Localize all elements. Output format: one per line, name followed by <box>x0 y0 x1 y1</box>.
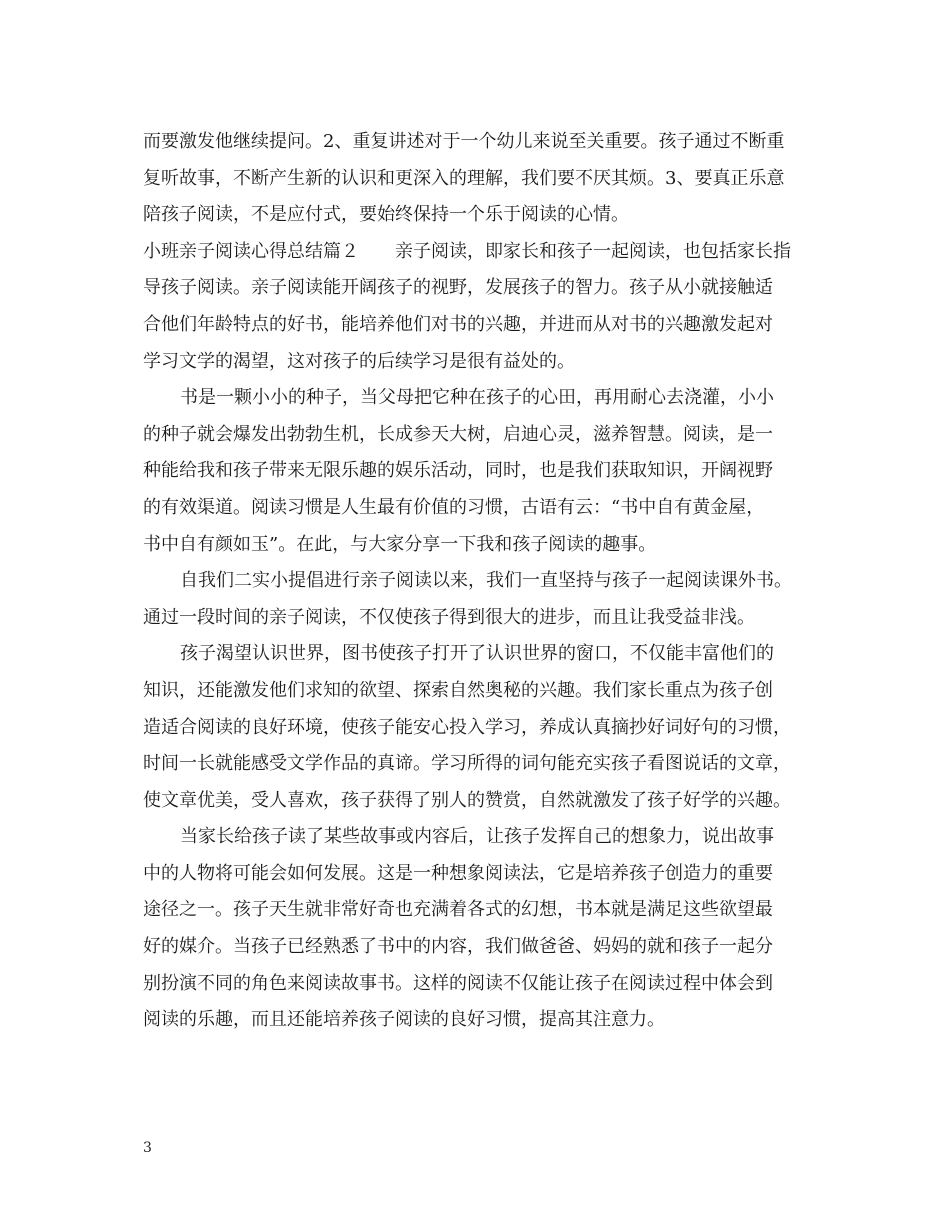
paragraph-line: 种能给我和孩子带来无限乐趣的娱乐活动，同时，也是我们获取知识，开阔视野 <box>143 460 773 482</box>
section-heading-continuation: 亲子阅读，即家长和孩子一起阅读，也包括家长指 <box>395 240 791 262</box>
paragraph-line: 书是一颗小小的种子，当父母把它种在孩子的心田，再用耐心去浇灌，小小 <box>180 387 774 409</box>
page-number: 3 <box>143 1140 152 1156</box>
paragraph-line: 陪孩子阅读，不是应付式，要始终保持一个乐于阅读的心情。 <box>143 204 629 226</box>
paragraph-line: 别扮演不同的角色来阅读故事书。这样的阅读不仅能让孩子在阅读过程中体会到 <box>143 972 773 994</box>
section-heading: 小班亲子阅读心得总结篇２ <box>143 240 359 262</box>
document-body <box>143 124 823 1039</box>
paragraph-line: 合他们年龄特点的好书，能培养他们对书的兴趣，并进而从对书的兴趣激发起对 <box>143 313 773 335</box>
paragraph-line: 而要激发他继续提问。2、重复讲述对于一个幼儿来说至关重要。孩子通过不断重 <box>143 131 785 152</box>
paragraph-line: 阅读的乐趣，而且还能培养孩子阅读的良好习惯，提高其注意力。 <box>143 1009 665 1031</box>
paragraph-line: 孩子渴望认识世界，图书使孩子打开了认识世界的窗口，不仅能丰富他们的 <box>180 643 774 665</box>
paragraph-line: 途径之一。孩子天生就非常好奇也充满着各式的幻想，书本就是满足这些欲望最 <box>143 899 773 921</box>
paragraph-line: 好的媒介。当孩子已经熟悉了书中的内容，我们做爸爸、妈妈的就和孩子一起分 <box>143 936 773 958</box>
paragraph-line: 中的人物将可能会如何发展。这是一种想象阅读法，它是培养孩子创造力的重要 <box>143 862 773 884</box>
section-heading-line <box>143 234 823 271</box>
paragraph-line: 的有效渠道。阅读习惯是人生最有价值的习惯，古语有云：“书中自有黄金屋， <box>143 496 765 518</box>
paragraph-line: 造适合阅读的良好环境，使孩子能安心投入学习，养成认真摘抄好词好句的习惯， <box>143 716 791 738</box>
paragraph-line: 书中自有颜如玉”。在此，与大家分享一下我和孩子阅读的趣事。 <box>143 533 657 555</box>
paragraph-line: 自我们二实小提倡进行亲子阅读以来，我们一直坚持与孩子一起阅读课外书。 <box>180 570 792 592</box>
paragraph-line: 当家长给孩子读了某些故事或内容后，让孩子发挥自己的想象力，说出故事 <box>180 826 774 848</box>
paragraph-line: 复听故事，不断产生新的认识和更深入的理解，我们要不厌其烦。3、要真正乐意 <box>143 167 785 189</box>
paragraph-line: 知识，还能激发他们求知的欲望、探索自然奥秘的兴趣。我们家长重点为孩子创 <box>143 679 773 701</box>
paragraph-line: 导孩子阅读。亲子阅读能开阔孩子的视野，发展孩子的智力。孩子从小就接触适 <box>143 277 773 299</box>
paragraph-line: 学习文学的渴望，这对孩子的后续学习是很有益处的。 <box>143 350 575 372</box>
paragraph-line: 时间一长就能感受文学作品的真谛。学习所得的词句能充实孩子看图说话的文章， <box>143 753 791 775</box>
paragraph-line: 通过一段时间的亲子阅读，不仅使孩子得到很大的进步，而且让我受益非浅。 <box>143 606 755 628</box>
paragraph-line: 的种子就会爆发出勃勃生机，长成参天大树，启迪心灵，滋养智慧。阅读，是一 <box>143 423 773 445</box>
paragraph-line: 使文章优美，受人喜欢，孩子获得了别人的赞赏，自然就激发了孩子好学的兴趣。 <box>143 789 791 811</box>
